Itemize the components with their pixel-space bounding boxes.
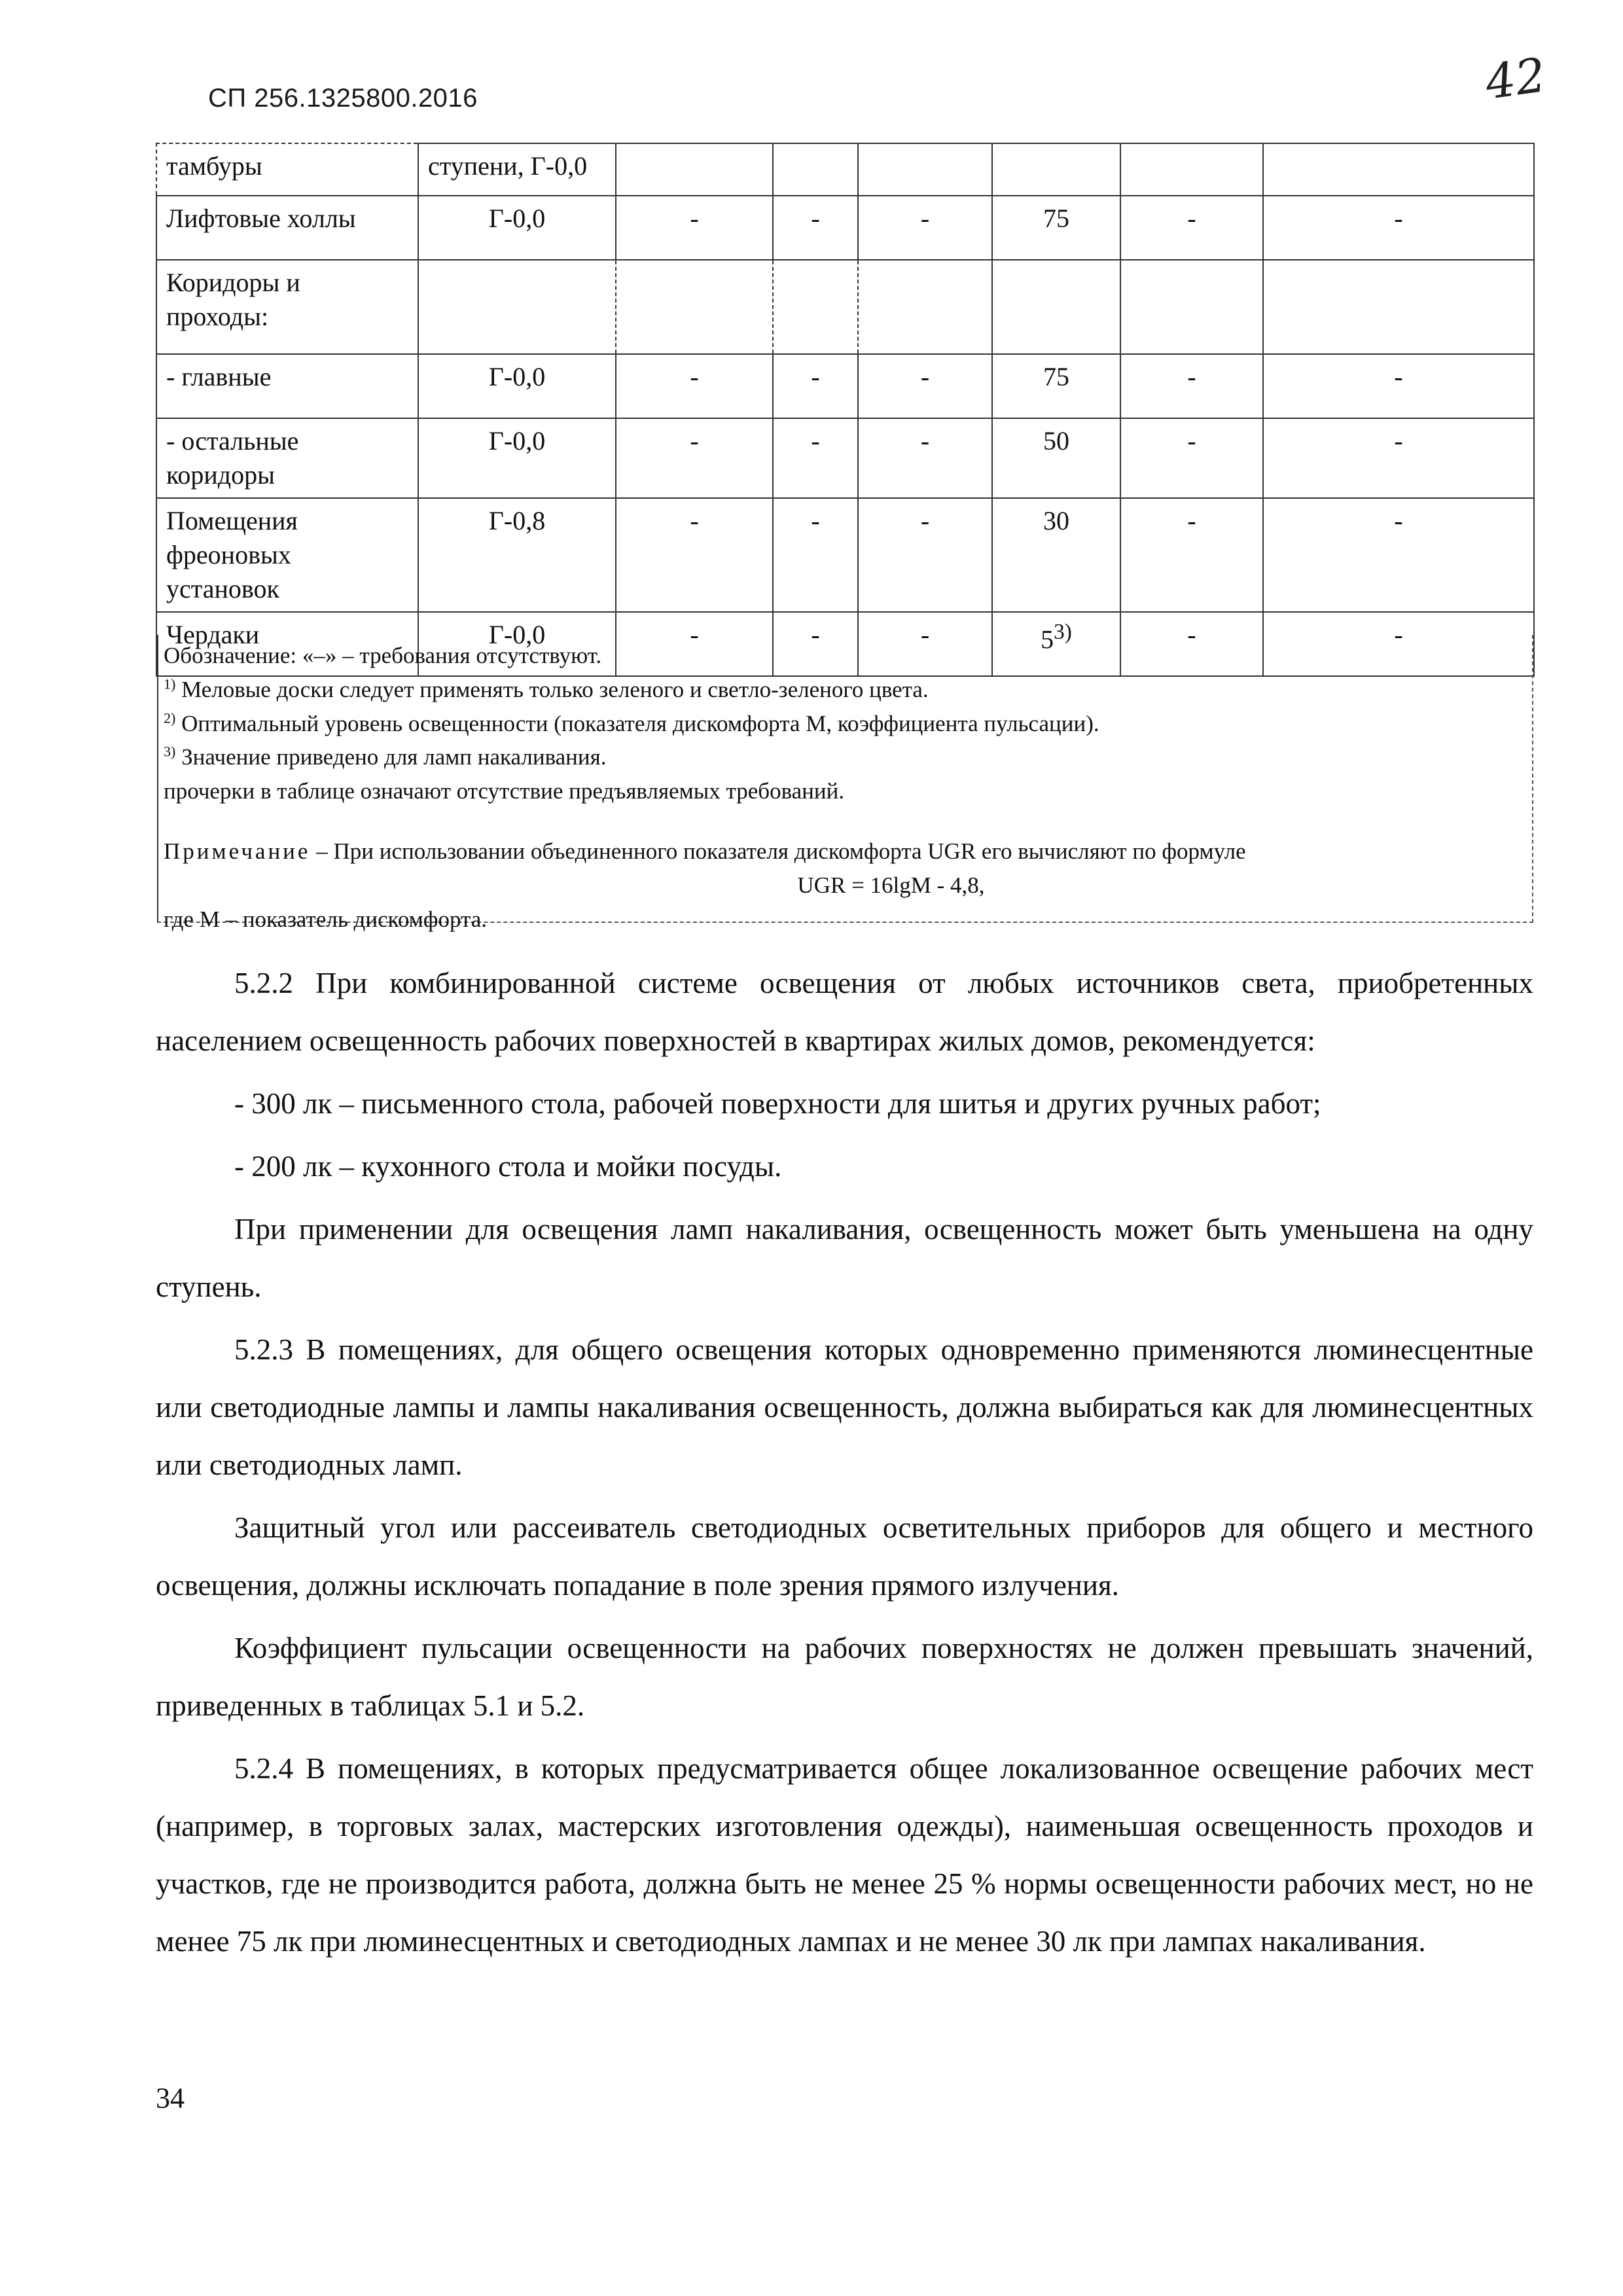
table-cell: - — [1120, 498, 1263, 612]
footnote-mark: 3) — [164, 743, 176, 760]
table-cell: - — [858, 612, 992, 676]
room-name-cell: - главные — [156, 354, 418, 418]
table-cell — [858, 260, 992, 354]
footnote-text: Оптимальный уровень освещенности (показателя дискомфорта М, коэффициента пульсации). — [175, 710, 1099, 736]
table-cell: 30 — [992, 498, 1120, 612]
dashes-note: прочерки в таблице означают отсутствие предъявляемых требований. — [164, 778, 845, 804]
footnote-text: Меловые доски следует применять только зеленого и светло-зеленого цвета. — [175, 676, 929, 702]
footnote-ref: 3) — [1054, 620, 1072, 644]
table-cell: 50 — [992, 418, 1120, 498]
table-cell: - — [1263, 418, 1534, 498]
table-row — [156, 498, 1534, 612]
table-cell: - — [616, 498, 773, 612]
paragraph: Коэффициент пульсации освещенности на рабочих поверхностях не должен превышать значений, приведенных в таблицах 5.1 и 5.2. — [156, 1632, 1533, 1722]
designation-note: Обозначение: «–» – требования отсутствуют. — [164, 643, 602, 668]
table-cell: - — [858, 354, 992, 418]
table-cell: - — [773, 498, 858, 612]
table-row — [156, 260, 1534, 354]
room-name-cell: Коридоры и проходы: — [156, 260, 418, 354]
paragraph-5-2-3: 5.2.3 В помещениях, для общего освещения которых одновременно применяются люминесцентные или светодиодные лампы и лампы накаливания освещенность, должна выбираться как для люминесцентных или светодиодных ламп. — [156, 1333, 1533, 1481]
table-cell — [858, 143, 992, 196]
body-text — [156, 954, 1533, 1975]
value-cell: Г-0,0 — [418, 612, 616, 676]
ugr-formula: UGR = 16lgM - 4,8, — [797, 872, 985, 898]
table-cell — [773, 143, 858, 196]
remark — [164, 834, 1527, 869]
table-row — [156, 143, 1534, 196]
remark-text: – При использовании объединенного показателя дискомфорта UGR его вычисляют по формуле — [310, 838, 1246, 864]
table-cell — [773, 260, 858, 354]
paragraph: При применении для освещения ламп накаливания, освещенность может быть уменьшена на одну ступень. — [156, 1213, 1533, 1303]
table-cell: - — [773, 612, 858, 676]
list-item: - 300 лк – письменного стола, рабочей поверхности для шитья и других ручных работ; — [234, 1087, 1321, 1120]
value-cell: Г-0,0 — [418, 196, 616, 260]
value-cell: Г-0,8 — [418, 498, 616, 612]
table-cell — [992, 260, 1120, 354]
value-cell: Г-0,0 — [418, 354, 616, 418]
paragraph-5-2-2: 5.2.2 При комбинированной системе освещения от любых источников света, приобретенных населением освещенность рабочих поверхностей в квартирах жилых домов, рекомендуется: — [156, 967, 1533, 1057]
table-cell: - — [1263, 498, 1534, 612]
room-name-cell: Помещения фреоновых установок — [156, 498, 418, 612]
room-name-cell: Лифтовые холлы — [156, 196, 418, 260]
table-cell: - — [1263, 196, 1534, 260]
footnote-1 — [164, 673, 1527, 707]
table-cell: - — [616, 418, 773, 498]
table-cell: 75 — [992, 354, 1120, 418]
footnote-mark: 2) — [164, 709, 176, 726]
paragraph-5-2-4: 5.2.4 В помещениях, в которых предусматривается общее локализованное освещение рабочих мест (например, в торговых залах, мастерских изготовления одежды), наименьшая освещенность проходов и участков, где не производится работа, должна быть не менее 25 % нормы освещенности рабочих мест, но не менее 75 лк при люминесцентных и светодиодных лампах и не менее 30 лк при лампах накаливания. — [156, 1752, 1533, 1958]
room-name-cell: - остальные коридоры — [156, 418, 418, 498]
table-cell: - — [616, 196, 773, 260]
handwritten-page-number: 42 — [1482, 47, 1550, 110]
table-cell: - — [773, 354, 858, 418]
table-cell — [992, 143, 1120, 196]
table-notes — [157, 635, 1533, 932]
remark-label: Примечание — [164, 838, 311, 864]
value-cell: Г-0,0 — [418, 418, 616, 498]
formula-where: где М – показатель дискомфорта. — [164, 906, 488, 932]
table-cell: - — [1120, 354, 1263, 418]
table-cell — [1263, 260, 1534, 354]
table-row — [156, 196, 1534, 260]
lighting-norms-table — [156, 143, 1535, 677]
table-cell — [1120, 260, 1263, 354]
room-name-cell: Чердаки — [156, 612, 418, 676]
table-cell — [616, 143, 773, 196]
spacer — [164, 808, 1527, 834]
table-cell: - — [1120, 418, 1263, 498]
document-code: СП 256.1325800.2016 — [208, 84, 478, 113]
value-cell: ступени, Г-0,0 — [418, 143, 616, 196]
paragraph: Защитный угол или рассеиватель светодиодных осветительных приборов для общего и местного освещения, должны исключать попадание в поле зрения прямого излучения. — [156, 1511, 1533, 1602]
cell-value: 5 — [1041, 624, 1054, 655]
table-cell: - — [773, 196, 858, 260]
table-row — [156, 354, 1534, 418]
table-cell: - — [1120, 196, 1263, 260]
table-cell: - — [773, 418, 858, 498]
room-name-cell: тамбуры — [156, 143, 418, 196]
table-cell: - — [616, 354, 773, 418]
footnote-2 — [164, 707, 1527, 741]
table-cell — [1120, 143, 1263, 196]
table-cell — [1263, 143, 1534, 196]
table-cell: - — [858, 498, 992, 612]
table-cell: - — [1263, 354, 1534, 418]
table-cell: - — [1263, 612, 1534, 676]
value-cell — [418, 260, 616, 354]
table-cell: 75 — [992, 196, 1120, 260]
table-row — [156, 418, 1534, 498]
table-cell — [616, 260, 773, 354]
table-cell: - — [858, 418, 992, 498]
table-cell: - — [1120, 612, 1263, 676]
list-item: - 200 лк – кухонного стола и мойки посуды. — [234, 1150, 782, 1183]
table-cell: - — [858, 196, 992, 260]
footnote-3 — [164, 740, 1527, 774]
footnote-text: Значение приведено для ламп накаливания. — [175, 744, 607, 770]
page-number: 34 — [156, 2082, 185, 2114]
footnote-mark: 1) — [164, 675, 176, 692]
table-cell: - — [616, 612, 773, 676]
